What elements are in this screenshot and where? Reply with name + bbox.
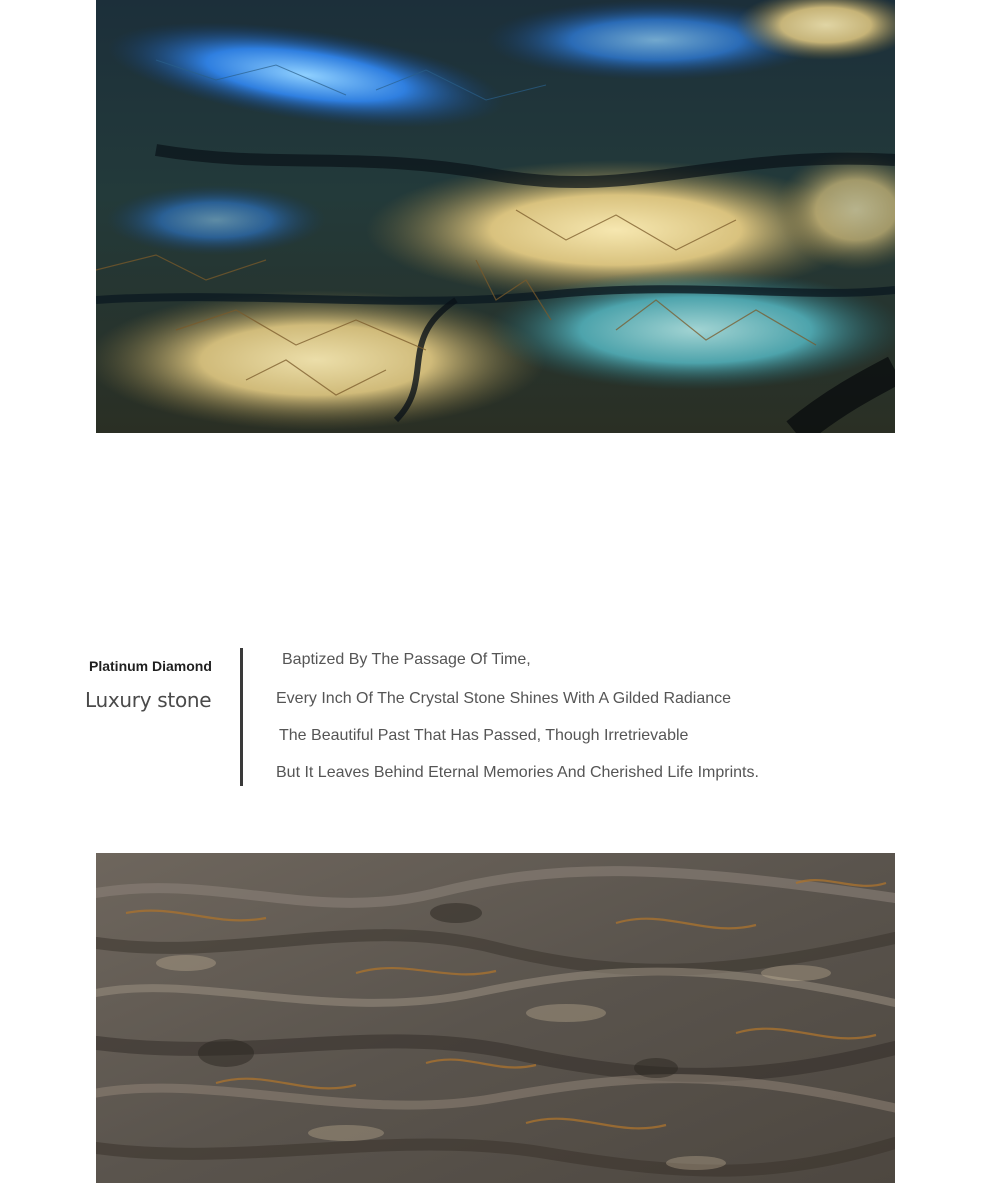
- brand-primary-title: Platinum Diamond: [89, 658, 212, 674]
- brand-block: [80, 648, 220, 738]
- vertical-divider: [240, 648, 243, 786]
- description-line-3: The Beautiful Past That Has Passed, Though Irretrievable: [279, 727, 689, 744]
- granite-texture: [96, 853, 895, 1183]
- labradorite-stone-image: [96, 0, 895, 433]
- granite-stone-image: [96, 853, 895, 1183]
- description-line-1: Baptized By The Passage Of Time,: [282, 651, 531, 668]
- description-line-2: Every Inch Of The Crystal Stone Shines With A Gilded Radiance: [276, 690, 732, 707]
- labradorite-texture: [96, 0, 895, 433]
- brand-secondary-title: Luxury stone: [85, 688, 212, 712]
- description-line-4: But It Leaves Behind Eternal Memories And Cherished Life Imprints.: [276, 764, 759, 781]
